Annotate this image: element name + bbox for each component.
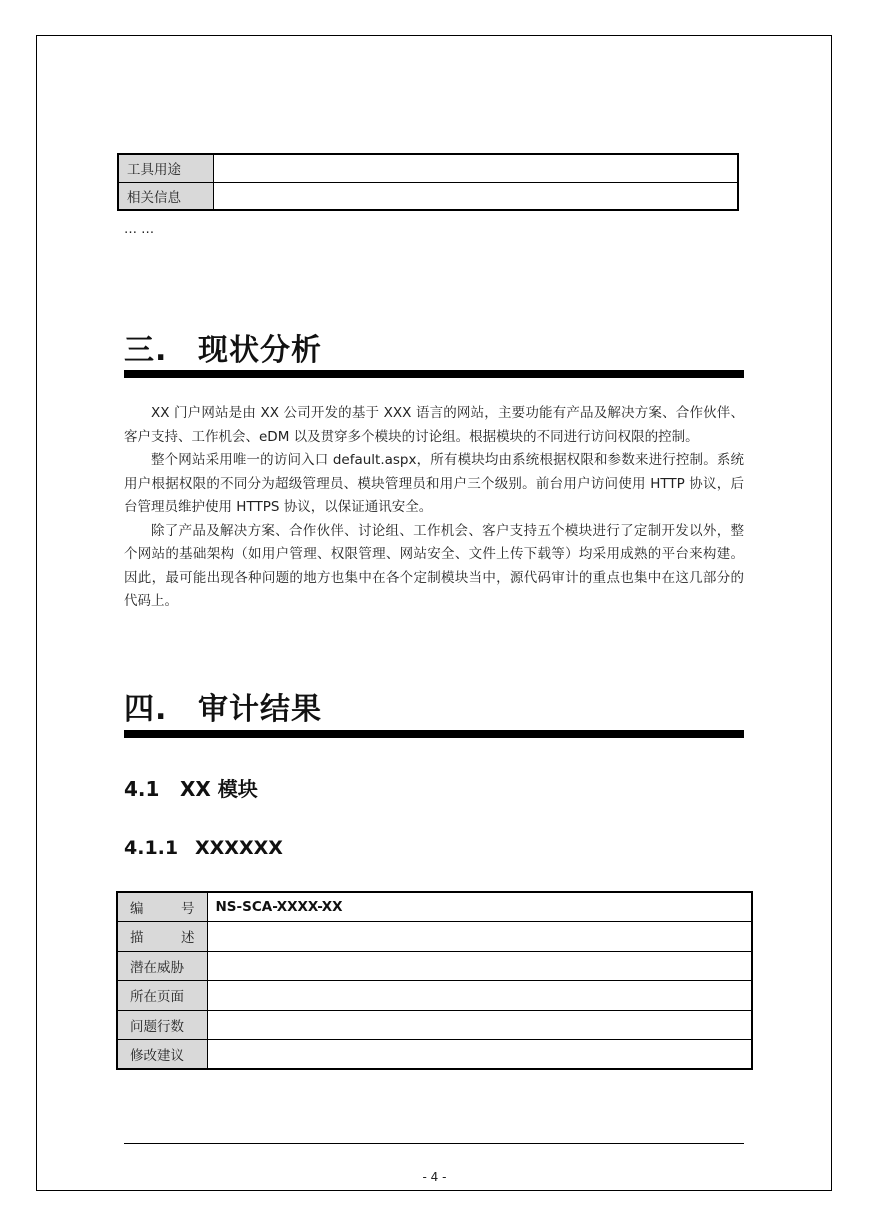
subsubsection-number: 4.1.1 (124, 837, 179, 859)
section-number: 四. (124, 692, 168, 727)
description-label (117, 922, 207, 952)
section-heading-4 (124, 684, 322, 728)
label-char: 描 (130, 930, 144, 947)
paragraph: 除了产品及解决方案、合作伙伴、讨论组、工作机会、客户支持五个模块进行了定制开发以外，整个网站的基础架构（如用户管理、权限管理、网站安全、文件上传下载等）均采用成熟的平台来构建。因此，最可能出现各种问题的地方也集中在各个定制模块当中，源代码审计的重点也集中在这几部分的代码上。 (124, 522, 744, 609)
potential-threat-label: 潜在威胁 (117, 951, 207, 981)
related-info-label: 相关信息 (118, 182, 213, 210)
tool-info-table (117, 153, 739, 211)
table-row (117, 1040, 752, 1070)
table-row (118, 154, 738, 182)
subsection-number: 4.1 (124, 777, 160, 801)
description-value (207, 922, 752, 952)
continuation-ellipsis: … … (124, 222, 155, 237)
subsection-heading (124, 773, 258, 802)
paragraph: XX 门户网站是由 XX 公司开发的基于 XXX 语言的网站，主要功能有产品及解决方案、合作伙伴、客户支持、工作机会、eDM 以及贯穿多个模块的讨论组。根据模块的不同进行访问权限的控制。 (124, 405, 744, 445)
paragraph: 整个网站采用唯一的访问入口 default.aspx，所有模块均由系统根据权限和参数来进行控制。系统用户根据权限的不同分为超级管理员、模块管理员和用户三个级别。前台用户访问使用 HTTP 协议，后台管理员维护使用 HTTPS 协议，以保证通讯安全。 (124, 452, 744, 515)
section-3-body (124, 402, 744, 614)
table-row (117, 1010, 752, 1040)
fix-suggestion-label: 修改建议 (117, 1040, 207, 1070)
label-char: 号 (181, 901, 195, 917)
section-heading-3 (124, 325, 322, 369)
subsubsection-heading (124, 837, 283, 859)
page-number: - 4 - (422, 1170, 447, 1184)
page-location-value (207, 981, 752, 1011)
page-location-label: 所在页面 (117, 981, 207, 1011)
footer-rule (124, 1143, 744, 1144)
related-info-value (213, 182, 738, 210)
tool-purpose-label: 工具用途 (118, 154, 213, 182)
subsection-title: XX 模块 (180, 777, 258, 801)
heading-rule (124, 370, 744, 378)
issue-lines-value (207, 1010, 752, 1040)
issue-lines-label: 问题行数 (117, 1010, 207, 1040)
fix-suggestion-value (207, 1040, 752, 1070)
label-char: 述 (181, 930, 195, 947)
vulnerability-table (116, 891, 753, 1070)
table-row (117, 892, 752, 922)
heading-rule (124, 730, 744, 738)
table-row (117, 922, 752, 952)
tool-purpose-value (213, 154, 738, 182)
subsubsection-title: XXXXXX (195, 837, 283, 859)
label-char: 编 (130, 901, 144, 917)
section-number: 三. (124, 333, 168, 368)
section-title: 审计结果 (198, 692, 322, 727)
table-row (118, 182, 738, 210)
potential-threat-value (207, 951, 752, 981)
table-row (117, 951, 752, 981)
id-label (117, 892, 207, 922)
table-row (117, 981, 752, 1011)
section-title: 现状分析 (198, 333, 322, 368)
id-value: NS-SCA-XXXX-XX (207, 892, 752, 922)
